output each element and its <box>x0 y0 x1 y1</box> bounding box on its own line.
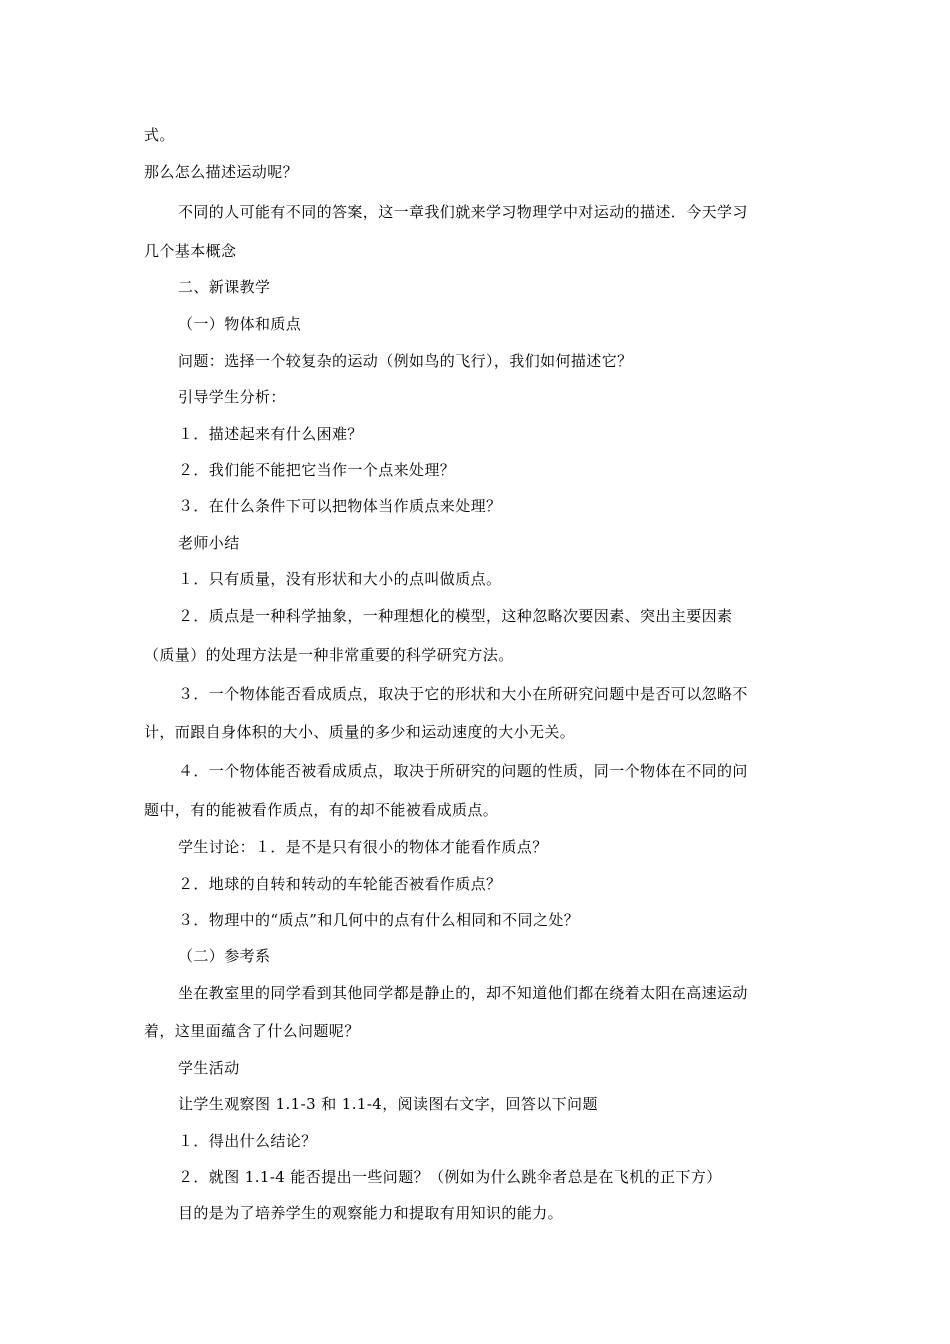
subsection-heading: （一）物体和质点 <box>178 315 302 333</box>
list-item: ３．一个物体能否看成质点，取决于它的形状和大小在所研究问题中是否可以忽略不 <box>178 685 748 703</box>
text-line: 题中，有的能被看作质点，有的却不能被看成质点。 <box>144 801 499 819</box>
list-item: ２．我们能不能把它当作一个点来处理？ <box>178 461 456 479</box>
list-item: ２．质点是一种科学抽象，一种理想化的模型，这种忽略次要因素、突出主要因素 <box>178 607 733 625</box>
list-item: １．只有质量，没有形状和大小的点叫做质点。 <box>178 570 502 588</box>
text-line: 计，而跟自身体积的大小、质量的多少和运动速度的大小无关。 <box>144 723 576 741</box>
list-item: ４．一个物体能否被看成质点，取决于所研究的问题的性质，同一个物体在不同的问 <box>178 762 748 780</box>
list-item: ２．地球的自转和转动的车轮能否被看作质点？ <box>178 875 502 893</box>
list-item: １．得出什么结论？ <box>178 1132 317 1150</box>
list-item: ３．在什么条件下可以把物体当作质点来处理？ <box>178 497 502 515</box>
text-line: 着，这里面蕴含了什么问题呢？ <box>144 1022 360 1040</box>
text-line: 几个基本概念 <box>144 242 237 260</box>
text-line: 坐在教室里的同学看到其他同学都是静止的，却不知道他们都在绕着太阳在高速运动 <box>178 984 748 1002</box>
text-line: 那么怎么描述运动呢？ <box>144 163 299 181</box>
section-heading: 二、新课教学 <box>178 278 271 296</box>
list-item: １．描述起来有什么困难？ <box>178 425 363 443</box>
text-line: 式。 <box>144 126 175 144</box>
text-line: （质量）的处理方法是一种非常重要的科学研究方法。 <box>144 646 514 664</box>
text-line: 不同的人可能有不同的答案，这一章我们就来学习物理学中对运动的描述．今天学习 <box>178 203 748 221</box>
text-line: 问题：选择一个较复杂的运动（例如鸟的飞行），我们如何描述它？ <box>178 352 633 370</box>
text-line: 让学生观察图 1.1-3 和 1.1-4，阅读图右文字，回答以下问题 <box>178 1095 598 1113</box>
list-item: ２．就图 1.1-4 能否提出一些问题？（例如为什么跳伞者总是在飞机的正下方） <box>178 1168 722 1186</box>
subsection-heading: （二）参考系 <box>178 947 271 965</box>
text-line: 老师小结 <box>178 534 240 552</box>
text-line: 目的是为了培养学生的观察能力和提取有用知识的能力。 <box>178 1204 564 1222</box>
text-line: 引导学生分析： <box>178 388 286 406</box>
list-item: ３．物理中的“质点”和几何中的点有什么相同和不同之处？ <box>178 911 580 929</box>
text-line: 学生讨论：１．是不是只有很小的物体才能看作质点？ <box>178 838 548 856</box>
text-line: 学生活动 <box>178 1059 240 1077</box>
